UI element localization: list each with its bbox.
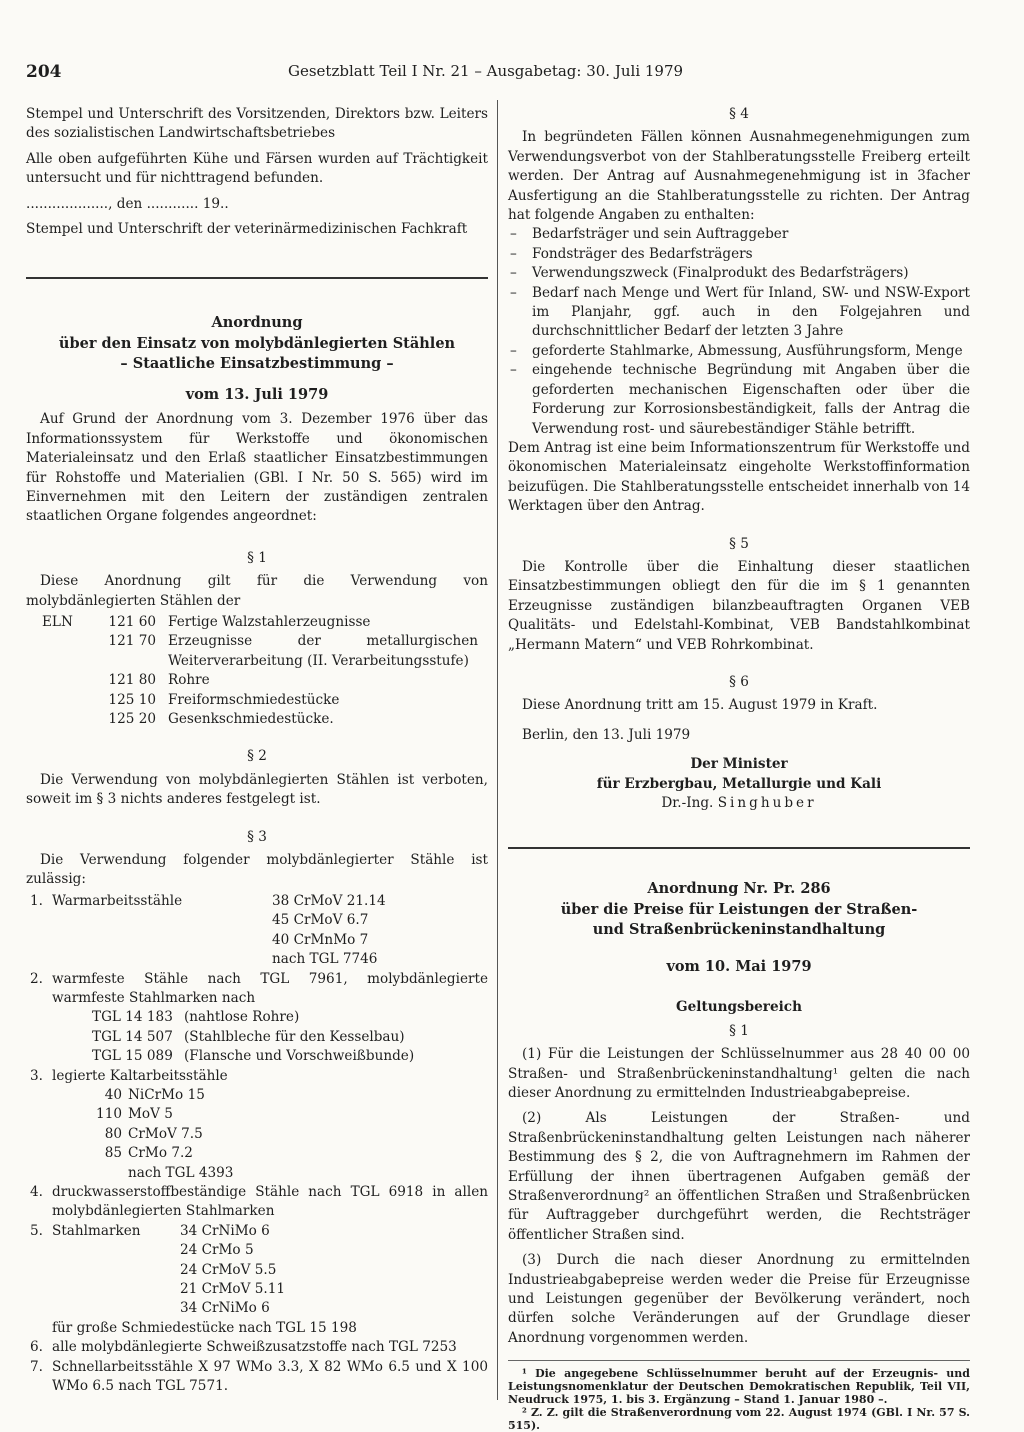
signatory-name-line [508,794,970,813]
section-heading-2: § 2 [247,748,267,765]
grade-name: NiCrMo 15 [128,1086,205,1103]
eln-row [42,691,478,710]
tgl-note: (Flansche und Vorschweißbunde) [184,1048,415,1065]
grade-name: CrMo 7.2 [128,1145,193,1162]
place-date: Berlin, den 13. Juli 1979 [522,726,691,743]
list-item: – Bedarf nach Menge und Wert für Inland, SW- und NSW-Export im Planjahr, ggf. auch in den Folgejahren und durchschnittlicher Bedarf der letzten 3 Jahre [508,284,970,342]
item-text: legierte Kaltarbeitsstähle [52,1067,228,1084]
item-number: 4. [30,1183,43,1200]
item-number: 2. [30,970,43,987]
list-item: – Fondsträger des Bedarfsträgers [508,245,970,264]
requirements-list [508,225,970,438]
eln-prefix [42,671,86,690]
eln-text: Erzeugnisse der metallurgischen Weiterverarbeitung (II. Verarbeitungsstufe) [168,633,478,669]
ordinance-heading [26,313,488,404]
list-item [26,1358,488,1397]
section-4-text: In begründeten Fällen können Ausnahmegenehmigungen zum Verwendungsverbot von der Stahlberatungsstelle Freiberg erteilt werden. Der Antrag auf Ausnahmegenehmigung ist in 3facher Ausfertigung an die Stahlberatungsstelle zu richten. Der Antrag hat folgende Angaben zu enthalten: [508,129,970,224]
ordinance-subtitle: – Staatliche Einsatzbestimmung – [120,355,394,373]
eln-text: Gesenkschmiedestücke. [168,711,334,728]
signatory-degree: Dr.-Ing. [661,795,714,811]
grade-number: 110 [96,1106,122,1123]
item-text: Schnellarbeitsstähle X 97 WMo 3.3, X 82 WMo 6.5 und X 100 WMo 6.5 nach TGL 7571. [52,1358,488,1395]
paragraph-2: (2) Als Leistungen der Straßen- und Straßenbrückeninstandhaltung gelten Leistungen nach näherer Bestimmung des § 2, die von Auftragnehmern im Rahmen der Erfüllung der ihnen übertragenen Aufgaben gemäß der Straßenverordnung² an öffentlichen Straßen und Straßenbrücken für Auftraggeber durchgeführt werden, die Rechtsträger öffentlicher Straßen sind. [508,1110,970,1243]
item-text: druckwasserstoffbeständige Stähle nach TGL 6918 in allen molybdänlegierten Stahlmarken [52,1183,488,1220]
list-item [26,892,488,970]
grade: 38 CrMoV 21.14 [272,892,386,909]
form-certification: Alle oben aufgeführten Kühe und Färsen wurden auf Trächtigkeit untersucht und für nichttragend befunden. [26,150,488,187]
ordinance-subject: über die Preise für Leistungen der Straßen- [560,900,918,918]
grade-row [92,1164,233,1183]
form-vet-signature-line: Stempel und Unterschrift der veterinärmedizinischen Fachkraft [26,221,468,238]
grade-table [52,1222,285,1319]
ordinance-subject-cont: und Straßenbrückeninstandhaltung [592,921,886,939]
grade: 24 CrMoV 5.5 [180,1261,277,1278]
section-heading-6: § 6 [729,673,749,690]
tgl-note: (nahtlose Rohre) [184,1009,300,1026]
eln-code: 125 20 [108,711,156,728]
grade: 45 CrMoV 6.7 [272,912,369,929]
grade-row [92,1086,233,1105]
section-heading-1: § 1 [729,1022,749,1039]
item-label: Warmarbeitsstähle [52,892,183,909]
list-item: – Bedarfsträger und sein Auftraggeber [508,225,970,244]
section-3-text: Die Verwendung folgender molybdänlegierter Stähle ist zulässig: [26,852,488,888]
eln-row [42,710,478,729]
eln-code: 121 80 [108,672,156,689]
tgl-row [92,1008,414,1027]
section-2-text: Die Verwendung von molybdänlegierten Stählen ist verboten, soweit im § 3 nichts anderes festgelegt ist. [26,771,488,808]
item-text: warmfeste Stähle nach TGL 7961, molybdänlegierte warmfeste Stahlmarken nach [52,970,488,1006]
list-item: – Verwendungszweck (Finalprodukt des Bedarfsträgers) [508,264,970,283]
grade-number: 40 [104,1086,122,1103]
tgl-note: (Stahlbleche für den Kesselbau) [184,1028,405,1045]
ordinance-subject: über den Einsatz von molybdänlegierten Stählen [58,334,456,352]
section-heading-3: § 3 [247,828,267,845]
signatory-title: Der Minister [690,756,788,773]
grade: 21 CrMoV 5.11 [180,1281,286,1297]
grade-row [92,1105,233,1124]
section-heading-5: § 5 [729,535,749,552]
item-number: 5. [30,1222,43,1239]
section-divider [26,277,488,279]
list-item [26,1222,488,1338]
ordinance-title: Anordnung [211,314,303,332]
list-item: – geforderte Stahlmarke, Abmessung, Ausführungsform, Menge [508,342,970,361]
signatory-name: Singhuber [717,795,817,811]
section-6-text: Diese Anordnung tritt am 15. August 1979 in Kraft. [522,697,878,714]
paragraph-1: (1) Für die Leistungen der Schlüsselnummer aus 28 40 00 00 Straßen- und Straßenbrückeninstandhaltung¹ gelten die nach dieser Anordnung zu ermittelnden Industrieabgabepreise. [508,1046,970,1101]
grade-list [272,892,488,970]
grade-number [92,1164,128,1183]
eln-row [42,671,478,690]
item-number: 1. [30,892,43,909]
ordinance-date: vom 13. Juli 1979 [185,385,329,403]
eln-prefix [42,632,86,671]
signatory-ministry: für Erzbergbau, Metallurgie und Kali [596,775,882,792]
tgl-standard: TGL 14 507 [92,1028,173,1045]
item-number: 7. [30,1358,43,1375]
signature-block [508,755,970,813]
running-head: Gesetzblatt Teil I Nr. 21 – Ausgabetag: 30. Juli 1979 [288,62,684,80]
preamble: Auf Grund der Anordnung vom 3. Dezember 1976 über das Informationssystem für Werkstoffe und ökonomischen Materialeinsatz und den Erlaß staatlicher Einsatzbestimmungen für Rohstoffe und Materialien (GBl. I Nr. 50 S. 565) wird im Einvernehmen mit den Leitern der zuständigen zentralen staatlichen Organe folgendes angeordnet: [26,411,488,525]
section-heading-1: § 1 [247,549,267,566]
form-signature-line: Stempel und Unterschrift des Vorsitzenden, Direktors bzw. Leiters des sozialistischen Landwirtschaftsbetriebes [26,106,488,142]
form-date-line: ..................., den ............ 19.. [26,195,229,212]
section-5-text: Die Kontrolle über die Einhaltung dieser staatlichen Einsatzbestimmungen obliegt den für die im § 1 genannten Erzeugnisse zuständigen bilanzbeauftragten Organen VEB Qualitäts- und Edelstahl-Kombinat, VEB Bandstahlkombinat „Hermann Matern“ und VEB Rohrkombinat. [508,558,970,653]
tgl-row [92,1047,414,1066]
section-4-tail: Dem Antrag ist eine beim Informationszentrum für Werkstoffe und ökonomischen Materialeinsatz eingeholte Werkstoffinformation beizufügen. Die Stahlberatungsstelle entscheidet innerhalb von 14 Werktagen über den Antrag. [508,439,970,515]
eln-table [42,613,478,729]
item-label: Stahlmarken [52,1222,141,1239]
ordinance-date: vom 10. Mai 1979 [666,957,812,975]
right-column [508,105,970,1432]
eln-text: Rohre [168,672,210,689]
eln-code: 121 70 [108,633,156,650]
paragraph-3: (3) Durch die nach dieser Anordnung zu ermittelnden Industrieabgabepreise werden weder die Preise für Erzeugnisse und Leistungen gegenüber der Bevölkerung verändert, noch dürfen solche Veränderungen auf der Grundlage dieser Anordnung vorgenommen werden. [508,1252,970,1346]
eln-text: Freiformschmiedestücke [168,691,340,708]
grade-number: 85 [104,1145,122,1162]
grade: nach TGL 7746 [272,951,378,968]
eln-code: 125 10 [108,691,156,708]
steel-list [26,892,488,1397]
item-number: 6. [30,1339,43,1356]
grade-number: 80 [104,1125,122,1142]
grade-table [92,1086,233,1183]
page-number: 204 [26,62,62,82]
item-text: alle molybdänlegierte Schweißzusatzstoffe nach TGL 7253 [52,1339,457,1356]
list-item [26,1183,488,1222]
ordinance-title: Anordnung Nr. Pr. 286 [647,880,831,898]
eln-prefix [42,710,86,729]
list-item [26,970,488,1067]
grade-name: nach TGL 4393 [128,1164,234,1181]
tgl-standard: TGL 14 183 [92,1009,173,1026]
scope-heading: Geltungsbereich [676,999,802,1016]
section-heading-4: § 4 [729,106,749,122]
grade-name: CrMoV 7.5 [128,1125,203,1142]
ordinance-heading [508,879,970,976]
grade: 24 CrMo 5 [180,1242,254,1259]
eln-row [42,613,478,632]
list-item [26,1338,488,1357]
grade-row [92,1144,233,1163]
item-tail: für große Schmiedestücke nach TGL 15 198 [52,1319,357,1336]
column-rule [497,100,498,1400]
grade: 34 CrNiMo 6 [180,1300,270,1317]
tgl-row [92,1028,414,1047]
footnote-1: ¹ Die angegebene Schlüsselnummer beruht auf der Erzeugnis- und Leistungsnomenklatur der Deutschen Demokratischen Republik, Teil VII, Neudruck 1975, 1. bis 3. Ergänzung – Stand 1. Januar 1980 –. [508,1367,970,1407]
item-number: 3. [30,1067,43,1084]
section-divider [508,847,970,849]
eln-prefix: ELN [42,614,73,630]
eln-code: 121 60 [108,614,156,630]
footnotes [508,1360,970,1432]
left-column [26,105,488,1396]
grade-row [92,1125,233,1144]
grade-name: MoV 5 [128,1106,173,1123]
section-1-text: Diese Anordnung gilt für die Verwendung von molybdänlegierten Stählen der [26,573,488,609]
grade: 40 CrMnMo 7 [272,931,369,948]
list-item [26,1067,488,1183]
tgl-standard: TGL 15 089 [92,1048,173,1065]
eln-text: Fertige Walzstahlerzeugnisse [168,614,371,630]
grade: 34 CrNiMo 6 [180,1222,270,1239]
tgl-table [92,1008,414,1066]
footnote-2: ² Z. Z. gilt die Straßenverordnung vom 22. August 1974 (GBl. I Nr. 57 S. 515). [508,1406,970,1432]
list-item: – eingehende technische Begründung mit Angaben über die geforderten mechanischen Eigenschaften oder über die Forderung zur Korrosionsbeständigkeit, falls der Antrag die Verwendung rost- und säurebeständiger Stähle betrifft. [508,361,970,439]
eln-prefix [42,691,86,710]
eln-row [42,632,478,671]
